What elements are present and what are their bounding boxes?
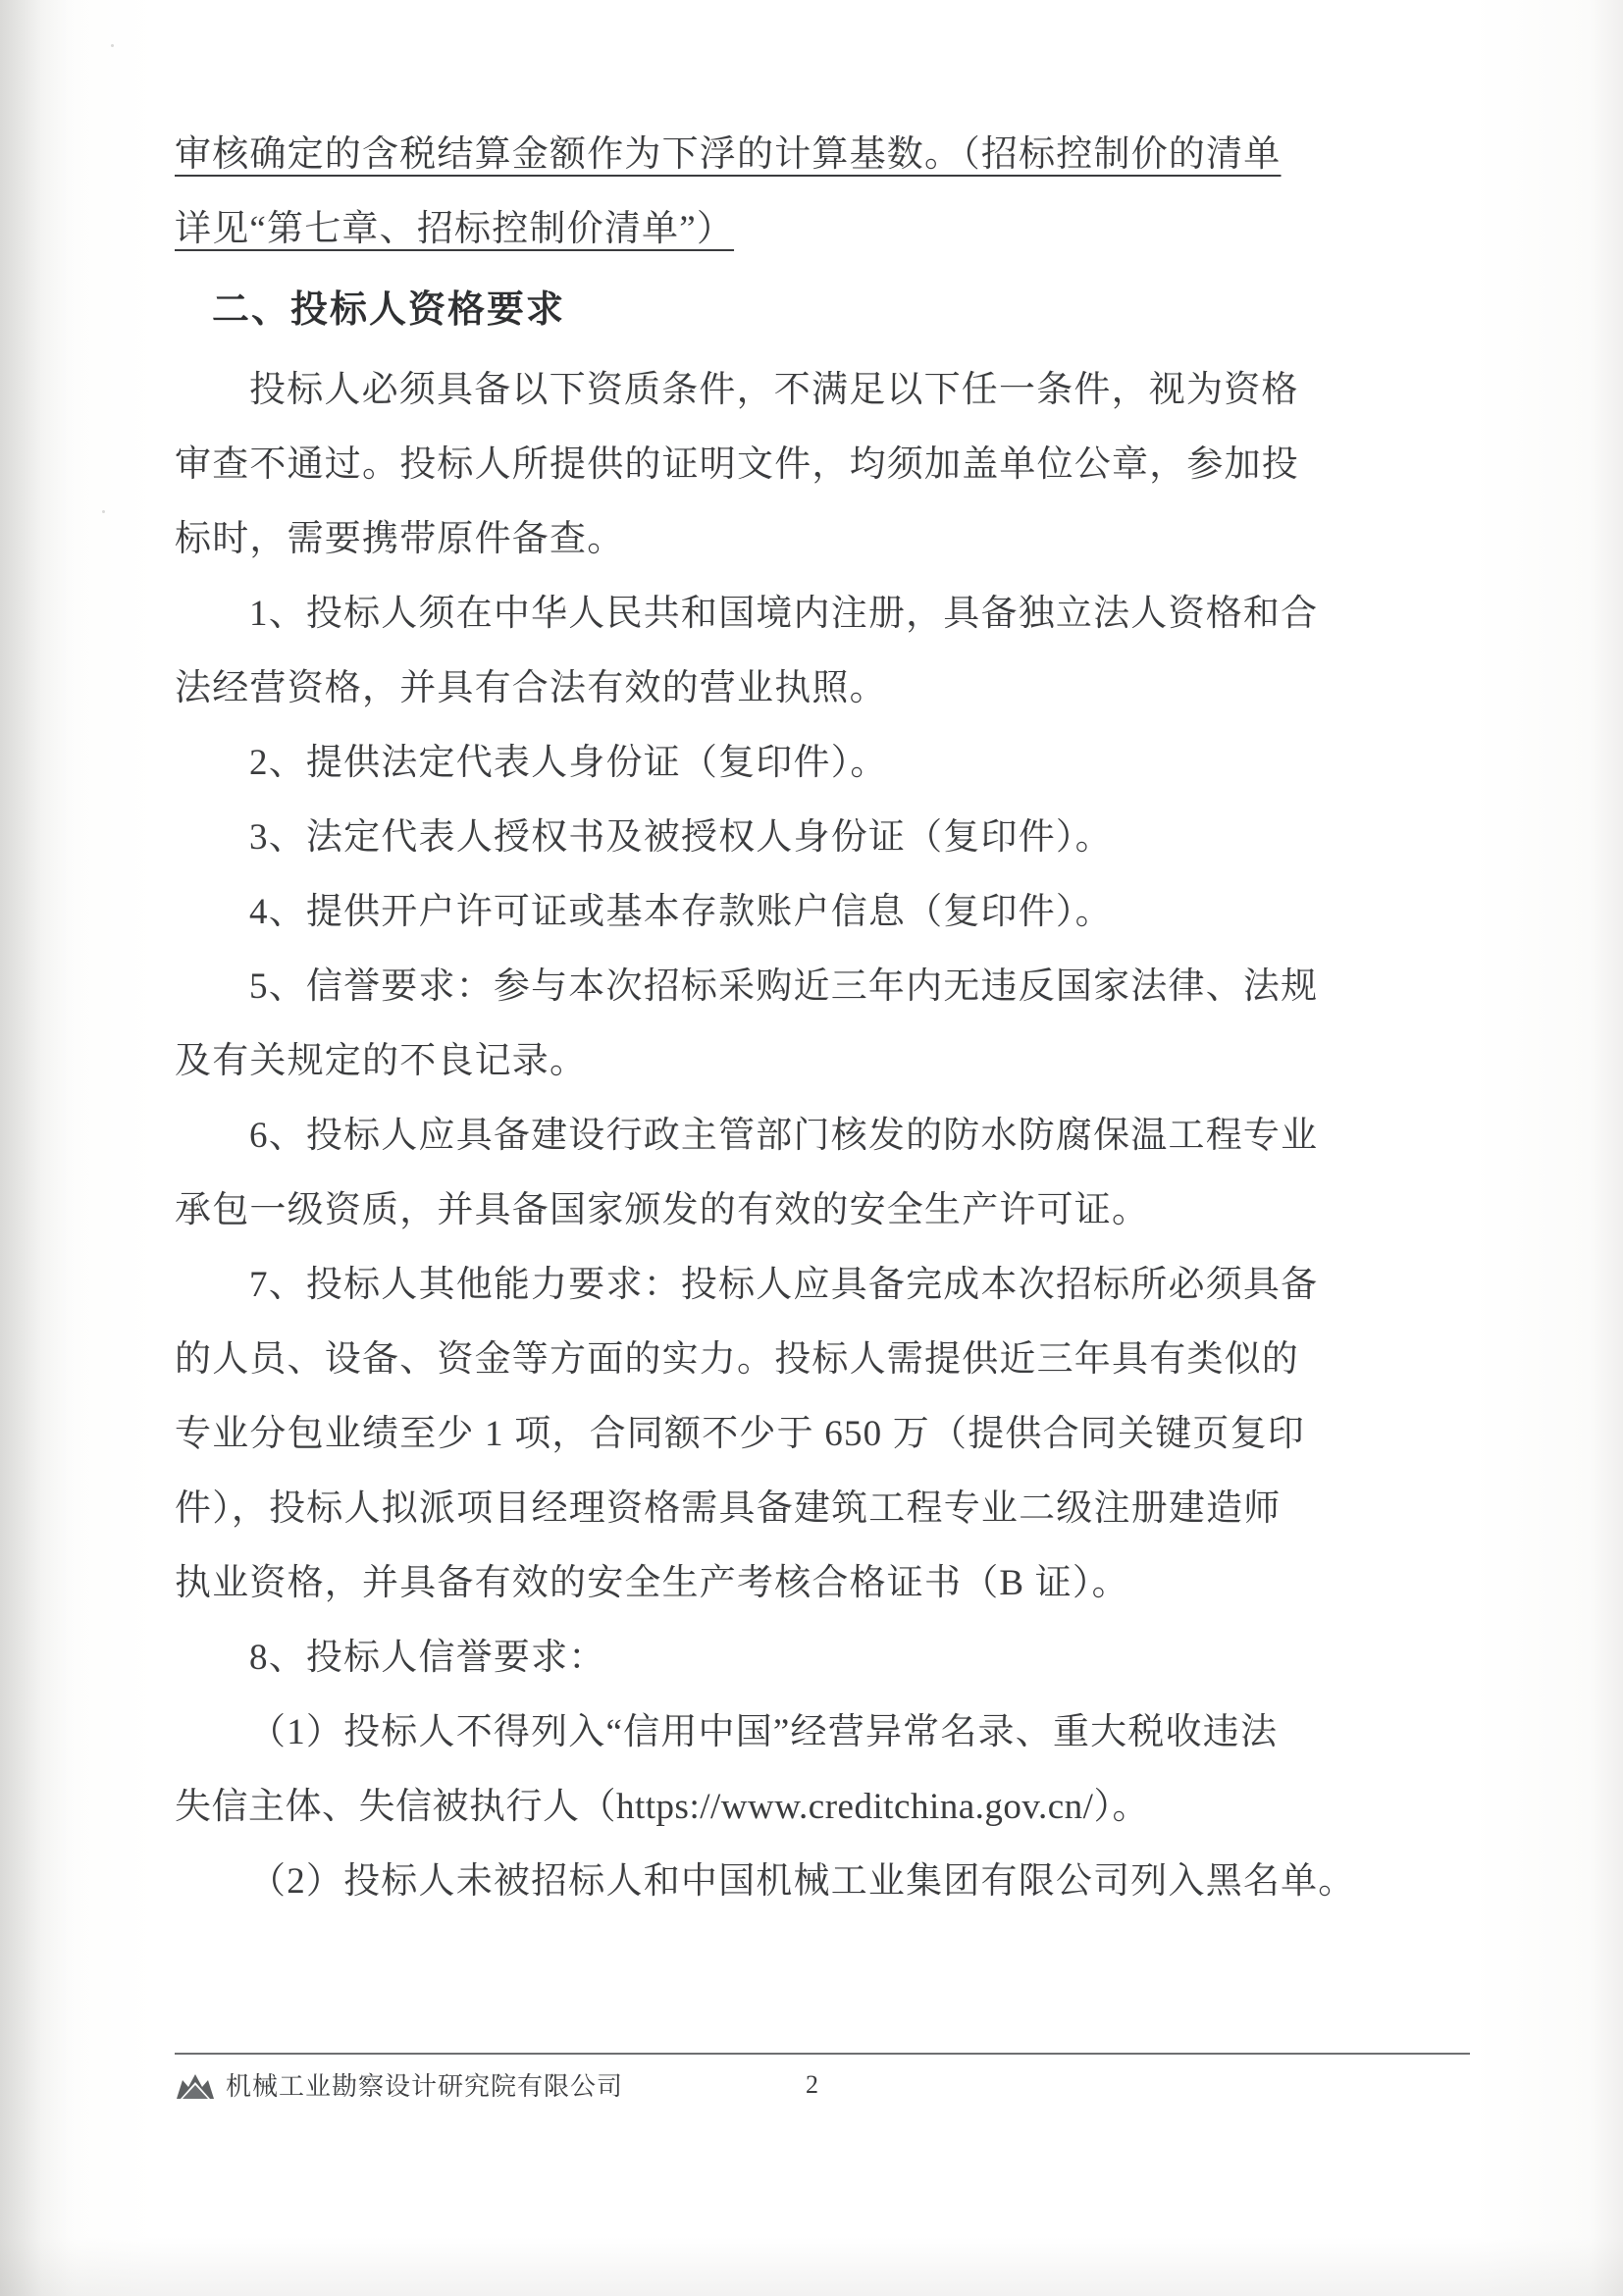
footer-divider [175,2053,1470,2055]
requirement-item-5 [175,950,1470,1099]
subitem-line-with-url: 失信主体、失信被执行人（https://www.creditchina.gov.cn/）。 [175,1787,1149,1827]
underlined-paragraph [175,118,1470,267]
item-line: 专业分包业绩至少 1 项，合同额不少于 650 万（提供合同关键页复印 [175,1414,1305,1454]
intro-paragraph [175,353,1470,577]
requirement-item-3 [175,801,1470,875]
page-footer [175,2053,1470,2103]
section-heading: 二、投标人资格要求 [212,289,566,331]
item-line: 法经营资格，并具有合法有效的营业执照。 [175,668,887,708]
requirement-item-7 [175,1248,1470,1621]
requirement-item-4 [175,875,1470,950]
scan-speck [102,510,105,513]
mountain-logo-icon [175,2070,216,2100]
requirement-subitem-2 [175,1845,1470,1919]
scan-speck [111,44,114,47]
subitem-line: （2）投标人未被招标人和中国机械工业集团有限公司列入黑名单。 [249,1861,1356,1902]
requirement-item-6 [175,1099,1470,1248]
item-line: 件），投标人拟派项目经理资格需具备建筑工程专业二级注册建造师 [175,1488,1282,1529]
page-number: 2 [806,2069,819,2099]
item-line: 及有关规定的不良记录。 [175,1041,588,1081]
scan-spine-shadow [0,0,77,2296]
item-line: 7、投标人其他能力要求：投标人应具备完成本次招标所必须具备 [249,1265,1319,1305]
item-line: 的人员、设备、资金等方面的实力。投标人需提供近三年具有类似的 [175,1339,1299,1380]
paragraph-line: 标时，需要携带原件备查。 [175,519,625,559]
paragraph-line: 审核确定的含税结算金额作为下浮的计算基数。（招标控制价的清单 [175,134,1282,175]
item-line: 2、提供法定代表人身份证（复印件）。 [249,743,888,783]
item-line: 1、投标人须在中华人民共和国境内注册，具备独立法人资格和合 [249,594,1319,634]
requirement-subitem-1 [175,1696,1470,1845]
item-line: 执业资格，并具备有效的安全生产考核合格证书（B 证）。 [175,1563,1129,1603]
paragraph-line: 审查不通过。投标人所提供的证明文件，均须加盖单位公章，参加投 [175,444,1299,485]
paragraph-line: 详见“第七章、招标控制价清单”） [175,209,735,249]
document-body [175,118,1470,1919]
item-line: 5、信誉要求：参与本次招标采购近三年内无违反国家法律、法规 [249,966,1319,1007]
footer-company-name: 机械工业勘察设计研究院有限公司 [226,2071,624,2101]
requirement-item-1 [175,577,1470,726]
paragraph-line: 投标人必须具备以下资质条件，不满足以下任一条件，视为资格 [249,370,1299,410]
requirement-item-8 [175,1621,1470,1696]
item-line: 6、投标人应具备建设行政主管部门核发的防水防腐保温工程专业 [249,1116,1319,1156]
item-line: 3、法定代表人授权书及被授权人身份证（复印件）。 [249,817,1113,858]
item-line: 8、投标人信誉要求： [249,1638,606,1678]
requirement-item-2 [175,726,1470,801]
item-line: 4、提供开户许可证或基本存款账户信息（复印件）。 [249,892,1113,932]
item-line: 承包一级资质，并具备国家颁发的有效的安全生产许可证。 [175,1190,1150,1230]
subitem-line: （1）投标人不得列入“信用中国”经营异常名录、重大税收违法 [249,1712,1279,1752]
footer-row [175,2066,1470,2103]
scan-bottom-shadow [0,2237,1623,2296]
